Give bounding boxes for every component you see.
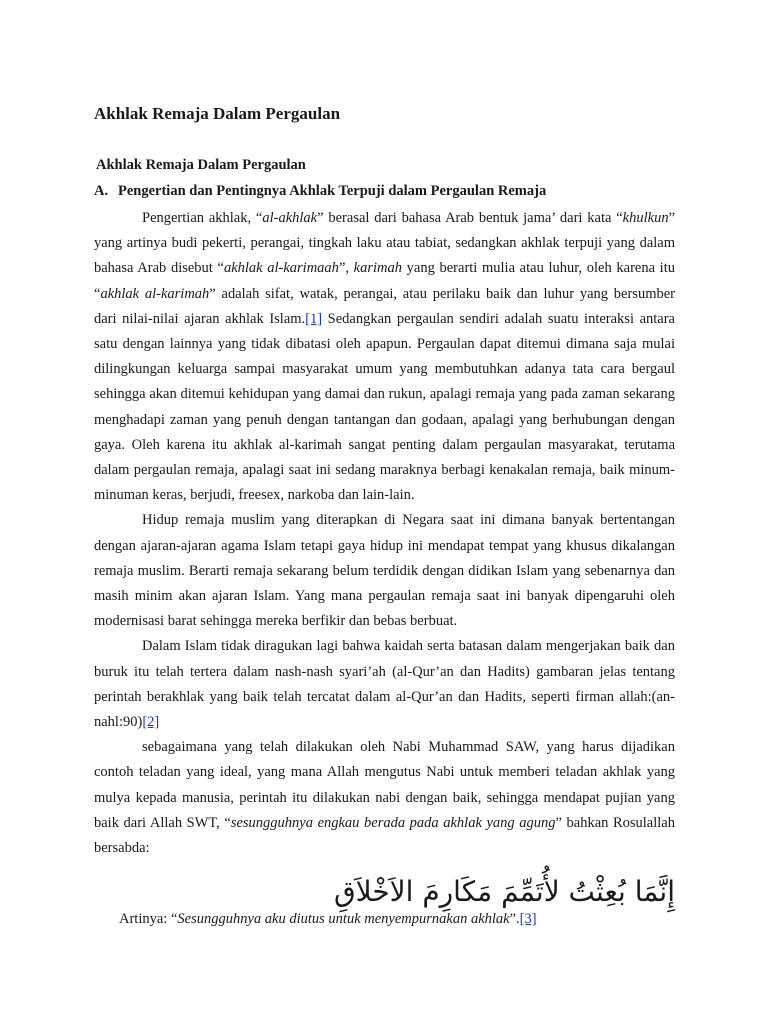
p1-text-5: yang berarti mulia atau luhur, oleh karena itu “ bbox=[94, 260, 675, 302]
p4-quote: sesungguhnya engkau berada pada akhlak yang agung bbox=[230, 814, 556, 831]
document-subtitle: Akhlak Remaja Dalam Pergaulan bbox=[96, 157, 306, 173]
arabic-hadith: إِنَّمَا بُعِثْتُ لأُتَمِّمَ مَكَارِمَ الاَخْلاَقِ bbox=[333, 875, 675, 908]
footnote-link-3[interactable]: [3] bbox=[519, 911, 537, 927]
paragraph-3 bbox=[94, 634, 675, 735]
p1-term-al-akhlak: al-akhlak bbox=[262, 210, 318, 226]
paragraph-1 bbox=[94, 206, 675, 508]
section-heading-text: Pengertian dan Pentingnya Akhlak Terpuji dalam Pergaulan Remaja bbox=[118, 183, 547, 199]
hadith-translation bbox=[119, 911, 537, 928]
p1-term-karimah: karimah bbox=[353, 260, 402, 277]
p1-text-6: ” adalah sifat, watak, perangai, atau perilaku baik dan luhur yang bersumber dari nilai-nilai ajaran akhlak Islam. bbox=[94, 285, 675, 327]
p3-text: Dalam Islam tidak diragukan lagi bahwa kaidah serta batasan dalam mengerjakan baik dan buruk itu telah tertera dalam nash-nash syari’ah (al-Qur’an dan Hadits) gambaran jelas tentang perintah berakhlak yang baik telah tercatat dalam al-Qur’an dan Hadits, seperti firman allah:(an-nahl:90) bbox=[94, 638, 675, 731]
footnote-link-1[interactable]: [1] bbox=[305, 310, 323, 327]
p1-text-2: ” berasal dari bahasa Arab bentuk jama’ dari kata “ bbox=[317, 210, 623, 226]
section-number: A. bbox=[94, 183, 109, 199]
p4-text-end: ” bahkan Rosulallah bersabda: bbox=[94, 814, 675, 857]
p1-text-4: ”, bbox=[338, 260, 354, 277]
p1-text-1: Pengertian akhlak, “ bbox=[142, 210, 263, 226]
p1-term-akhlak-al-karimah: akhlak al-karimah bbox=[100, 285, 210, 302]
paragraph-2: Hidup remaja muslim yang diterapkan di Negara saat ini dimana banyak bertentangan dengan ajaran-ajaran agama Islam tetapi gaya hidup ini mendapat tempat yang khusus dikalangan remaja muslim. Berarti remaja sekarang belum terdidik dengan didikan Islam yang sebenarnya dan masih minim akan ajaran Islam. Yang mana pergaulan remaja saat ini banyak dipengaruhi oleh modernisasi barat sehingga mereka berfikir dan bebas berbuat. bbox=[94, 512, 675, 630]
translation-prefix: Artinya: “ bbox=[119, 911, 178, 927]
document-title: Akhlak Remaja Dalam Pergaulan bbox=[94, 104, 341, 123]
document-body bbox=[94, 206, 675, 861]
p1-term-akhlak-al-karimaah: akhlak al-karimaah bbox=[223, 260, 339, 277]
p1-text-3: ” yang artinya budi pekerti, perangai, tingkah laku atau tabiat, sedangkan akhlak terpuji yang dalam bahasa Arab disebut “ bbox=[94, 210, 676, 277]
p1-term-khulkun: khulkun bbox=[622, 210, 669, 226]
p4-text: sebagaimana yang telah dilakukan oleh Nabi Muhammad SAW, yang harus dijadikan contoh teladan yang ideal, yang mana Allah mengutus Nabi untuk memberi teladan akhlak yang mulya kepada manusia, perintah itu dilakukan nabi dengan baik, sehingga mendapat pujian yang baik dari Allah SWT, “ bbox=[94, 739, 675, 831]
section-heading bbox=[94, 183, 546, 200]
translation-quote: Sesungguhnya aku diutus untuk menyempurnakan akhlak bbox=[177, 911, 510, 927]
paragraph-4 bbox=[94, 735, 675, 861]
translation-suffix: ”. bbox=[509, 911, 520, 927]
p1-text-7: Sedangkan pergaulan sendiri adalah suatu interaksi antara satu dengan lainnya yang tidak dibatasi oleh apapun. Pergaulan dapat ditemui dimana saja mulai dilingkungan keluarga sampai masyarakat umum yang membutuhkan adanya tata cara bergaul sehingga akan ditemui kehidupan yang damai dan rukun, apalagi remaja yang pada zaman sekarang menghadapi zaman yang penuh dengan tantangan dan godaan, apalagi yang berhubungan dengan gaya. Oleh karena itu akhlak al-karimah sangat penting dalam pergaulan masyarakat, terutama dalam pergaulan remaja, apalagi saat ini sedang maraknya berbagi kenakalan remaja, baik minum-minuman keras, berjudi, freesex, narkoba dan lain-lain. bbox=[94, 310, 675, 504]
footnote-link-2[interactable]: [2] bbox=[142, 714, 160, 731]
